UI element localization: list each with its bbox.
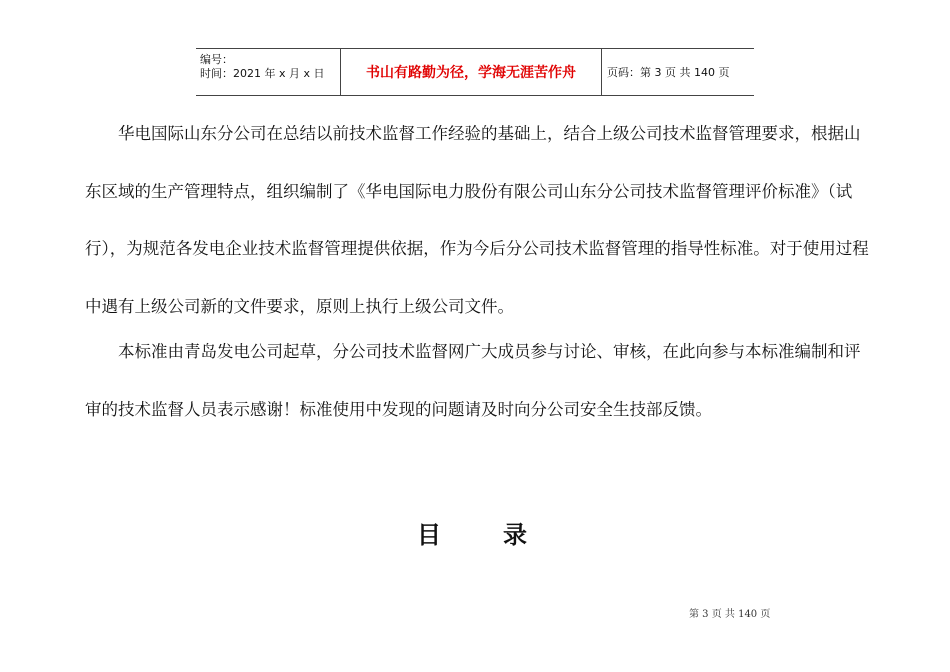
document-body bbox=[85, 115, 875, 438]
body-paragraph-1: 华电国际山东分公司在总结以前技术监督工作经验的基础上，结合上级公司技术监督管理要求，根据山东区域的生产管理特点，组织编制了《华电国际电力股份有限公司山东分公司技术监督管理评价标准》（试行），为规范各发电企业技术监督管理提供依据，作为今后分公司技术监督管理的指导性标准。对于使用过程中遇有上级公司新的文件要求，原则上执行上级公司文件。 bbox=[85, 124, 869, 316]
header-motto: 书山有路勤为径，学海无涯苦作舟 bbox=[340, 49, 602, 95]
header-meta bbox=[196, 49, 340, 95]
header-page-code: 页码：第 3 页 共 140 页 bbox=[607, 66, 730, 79]
time-label: 时间：2021 年 x 月 x 日 bbox=[200, 67, 325, 80]
body-paragraph-2: 本标准由青岛发电公司起草，分公司技术监督网广大成员参与讨论、审核，在此向参与本标准编制和评审的技术监督人员表示感谢！标准使用中发现的问题请及时向分公司安全生技部反馈。 bbox=[85, 342, 861, 419]
page-header bbox=[196, 48, 754, 96]
number-label: 编号： bbox=[200, 53, 233, 66]
toc-title: 目录 bbox=[417, 521, 589, 549]
page-footer: 第 3 页 共 140 页 bbox=[689, 609, 771, 620]
